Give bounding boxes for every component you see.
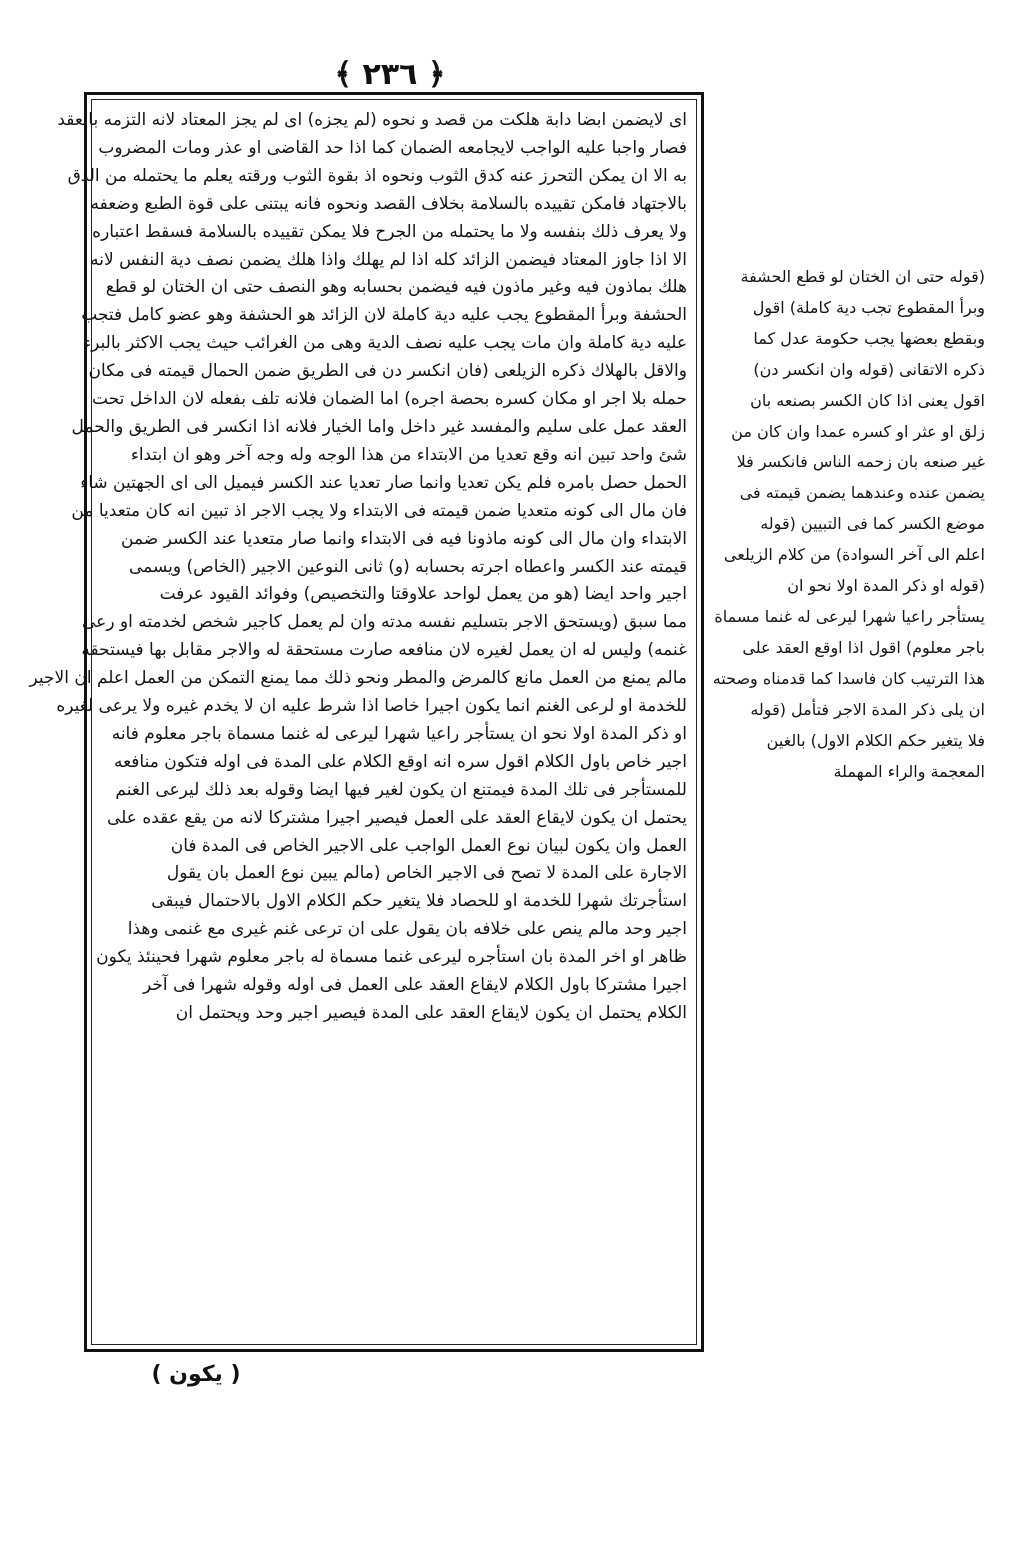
main-text-line: للمستأجر فى تلك المدة فيمتنع ان يكون لغير فيها ايضا وقوله بعد ذلك ليرعى الغنم <box>115 779 687 800</box>
catchword: ( يكون ) <box>151 1362 241 1387</box>
main-text-line: هلك بماذون فيه وغير ماذون فيه فيضمن بحسابه وهو النصف حتى ان الختان لو قطع <box>105 277 687 298</box>
main-text-block <box>29 107 687 1337</box>
main-text-line: او ذكر المدة اولا نحو ان يستأجر راعيا شهرا ليرعى له غنما مسماة باجر معلوم فانه <box>111 723 687 744</box>
main-text-line: الكلام يحتمل ان يكون لايقاع العقد على المدة فيصير اجير وحد ويحتمل ان <box>175 1003 687 1023</box>
margin-note-line: ذكره الاتقانى (قوله وان انكسر دن) <box>753 359 985 379</box>
margin-note-line: يستأجر راعيا شهرا ليرعى له غنما مسماة <box>714 606 985 626</box>
main-text-line: الحشفة وبرأ المقطوع يجب عليه دية كاملة لان الزائد هو الحشفة وهو عضو كامل فتجب <box>81 305 687 326</box>
margin-note-line: المعجمة والراء المهملة <box>833 761 985 781</box>
margin-note-line: فلا يتغير حكم الكلام الاول) بالغين <box>766 730 985 750</box>
main-text-line: الا اذا جاوز المعتاد فيضمن الزائد كله اذا لم يهلك واذا هلك يضمن نصف دية النفس لانه <box>90 249 687 270</box>
main-text-line: استأجرتك شهرا للخدمة او للحصاد فلا يتغير حكم الكلام الاول بالاحتمال فيبقى <box>151 891 687 912</box>
main-text-line: اجيرا مشتركا باول الكلام لايقاع العقد على العمل فى اوله وقوله شهرا فى آخر <box>143 975 687 996</box>
main-text-line: العمل وان يكون لبيان نوع العمل الواجب على الاجير الخاص فى المدة فان <box>170 835 687 856</box>
main-text-line: للخدمة او لرعى الغنم انما يكون اجيرا خاصا اذا شرط عليه ان لا يخدم غيره ولا يرعى لغيره <box>56 696 687 717</box>
main-text-line: يحتمل ان يكون لايقاع العقد على العمل فيصير اجيرا مشتركا لانه من يقع عقده على <box>106 807 687 828</box>
main-text-line: الاجارة على المدة لا تصح فى الاجير الخاص (مالم يبين نوع العمل بان يقول <box>166 863 687 884</box>
margin-note-line: غير صنعه بان زحمه الناس فانكسر فلا <box>736 452 985 472</box>
main-text-line: قيمته عند الكسر واعطاه اجرته بحسابه (و) ثانى النوعين الاجير (الخاص) ويسمى <box>129 556 687 577</box>
main-text-line: اجير خاص باول الكلام اقول سره انه اوقع الكلام على المدة فى اوله فتكون منافعه <box>113 751 687 772</box>
main-text-line: مما سبق (ويستحق الاجر بتسليم نفسه مدته وان لم يعمل كاجير شخص لخدمته او رعى <box>82 612 687 633</box>
margin-note-line: اقول يعنى اذا كان الكسر بصنعه بان <box>750 390 985 410</box>
main-text-line: الابتداء وان مال الى كونه ماذونا فيه فى الابتداء وانما صار متعديا عند الكسر ضمن <box>121 528 687 549</box>
margin-note-line: ان يلى ذكر المدة الاجر فتأمل (قوله <box>750 699 985 719</box>
main-text-line: اى لايضمن ابضا دابة هلكت من قصد و نحوه (لم يجزه) اى لم يجز المعتاد لانه التزمه بالعقد <box>57 110 687 130</box>
main-text-line: به الا ان يمكن التحرز عنه كدق الثوب ونحوه اذ بقوة الثوب ورقته يعلم ما يحتمله من الدق <box>67 165 687 186</box>
margin-note-line: (قوله حتى ان الختان لو قطع الحشفة <box>740 267 985 286</box>
margin-note-line: باجر معلوم) اقول اذا اوقع العقد على <box>742 637 985 657</box>
main-text-line: ظاهر او اخر المدة بان استأجره ليرعى غنما مسماة له باجر معلوم شهرا فحينئذ يكون <box>96 947 687 968</box>
main-text-line: فصار واجبا عليه الواجب لايجامعه الضمان كما اذا حد القاضى او عذر ومات المضروب <box>98 137 687 158</box>
margin-note-line: موضع الكسر كما فى التبيين (قوله <box>760 514 985 534</box>
page-number: ﴿ ٢٣٦ ﴾ <box>334 57 446 92</box>
margin-note-line: اعلم الى آخر السوادة) من كلام الزيلعى <box>723 545 985 565</box>
main-text-line: الحمل حصل بامره فلم يكن تعديا وانما صار تعديا عند الكسر فيميل الى اى الجهتين شاء <box>80 472 687 493</box>
margin-note-line: يضمن عنده وعندهما يضمن قيمته فى <box>739 483 985 503</box>
main-text-line: فان مال الى كونه متعديا ضمن قيمته فى الابتداء ولا يجب الاجر اذ تبين انه كان متعديا من <box>71 500 687 521</box>
main-text-line: ولا يعرف ذلك بنفسه ولا ما يحتمله من الجرح فلا يمكن تقييده بالسلامة فسقط اعتباره <box>92 221 687 242</box>
main-text-line: العقد عمل على سليم والمفسد غير داخل واما الخيار فلانه اذا انكسر فى الطريق والحمل <box>71 416 687 437</box>
margin-commentary <box>710 262 985 912</box>
main-text-line: غنمه) وليس له ان يعمل لغيره لان منافعه صارت مستحقة له والاجر مقابل بها فيستحقه <box>81 640 687 661</box>
main-text-line: اجير وحد مالم ينص على خلافه بان يقول على ان ترعى غنم غيرى مع غنمى وهذا <box>127 919 687 940</box>
main-text-line: مالم يمنع من العمل مانع كالمرض والمطر ونحو ذلك مما يمنع التمكن من العمل اعلم ان الاجير <box>29 668 687 689</box>
main-text-line: حمله بلا اجر او مكان كسره بحصة اجره) اما الضمان فلانه تلف بفعله لان الداخل تحت <box>92 389 687 410</box>
margin-note-line: (قوله او ذكر المدة اولا نحو ان <box>787 576 985 596</box>
main-text-line: شئ واحد تبين انه وقع تعديا من الابتداء من هذا الوجه وله وجه آخر وهو ان ابتداء <box>130 444 687 465</box>
margin-note-line: هذا الترتيب كان فاسدا كما قدمناه وصحته <box>712 668 985 688</box>
margin-note-line: زلق او عثر او كسره عمدا وان كان من <box>731 421 985 441</box>
main-text-line: بالاجتهاد فامكن تقييده بالسلامة بخلاف القصد ونحوه فانه يبتنى على قوة الطبع وضعفه <box>90 193 687 214</box>
main-text-line: عليه دية كاملة وان مات يجب عليه نصف الدية وهى من الغرائب حيث يجب الاكثر بالبرء <box>83 333 687 354</box>
margin-note-line: وبرأ المقطوع تجب دية كاملة) اقول <box>752 297 985 317</box>
main-text-frame <box>29 92 704 1352</box>
main-text-line: اجير واحد ايضا (هو من يعمل لواحد علاوقتا والتخصيص) وفوائد القيود عرفت <box>159 584 687 605</box>
main-text-line: والاقل بالهلاك ذكره الزيلعى (فان انكسر دن فى الطريق ضمن الحمال قيمته فى مكان <box>88 361 687 382</box>
margin-note-line: وبقطع بعضها يجب حكومة عدل كما <box>753 328 985 348</box>
